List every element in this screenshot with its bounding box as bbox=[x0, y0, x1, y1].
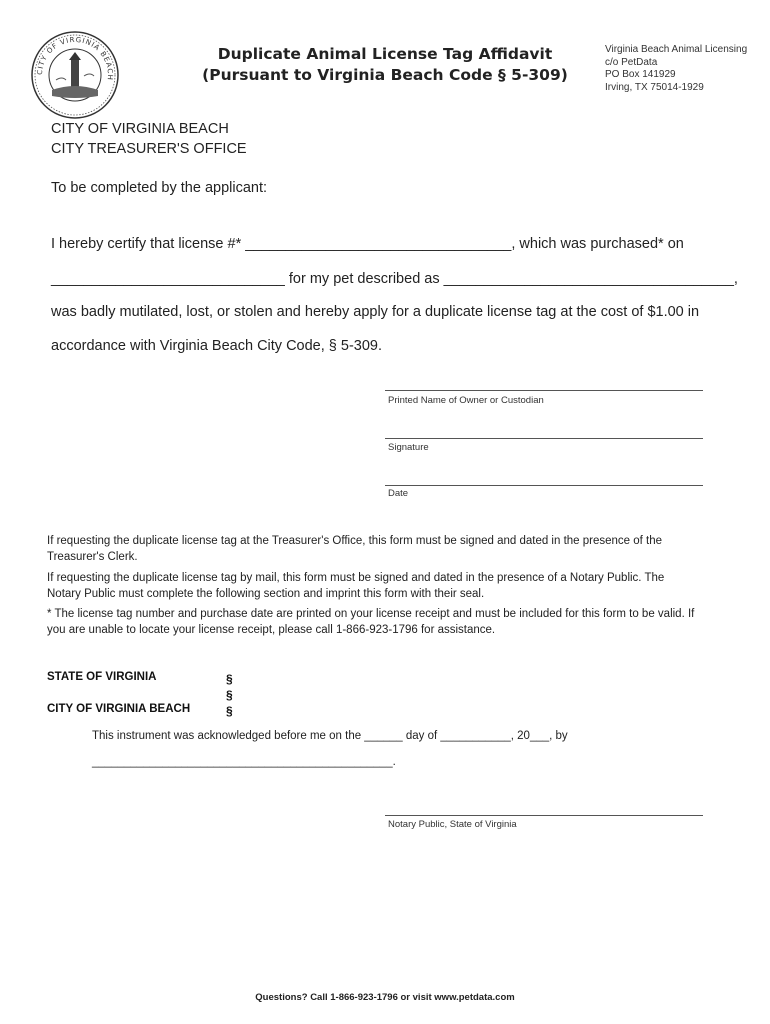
section-mark: § bbox=[226, 672, 233, 686]
title-line-2: (Pursuant to Virginia Beach Code § 5-309) bbox=[202, 66, 568, 84]
section-mark: § bbox=[226, 688, 233, 702]
address-line: PO Box 141929 bbox=[605, 69, 676, 80]
venue-city: CITY OF VIRGINIA BEACH bbox=[47, 703, 191, 715]
printed-name-line[interactable] bbox=[385, 390, 703, 391]
city-seal-icon bbox=[30, 30, 120, 120]
printed-name-label: Printed Name of Owner or Custodian bbox=[388, 395, 544, 406]
section-mark: § bbox=[226, 704, 233, 718]
certification-line-4: accordance with Virginia Beach City Code, § 5-309. bbox=[51, 338, 383, 354]
date-line[interactable] bbox=[385, 485, 703, 486]
address-line: Irving, TX 75014-1929 bbox=[605, 81, 704, 93]
office-city: CITY OF VIRGINIA BEACH bbox=[51, 121, 229, 137]
document-title bbox=[190, 44, 580, 86]
notary-signature-line[interactable] bbox=[385, 815, 703, 816]
signature-label: Signature bbox=[388, 442, 429, 453]
certification-line-1: I hereby certify that license #* _________________________________, which was purchased* on bbox=[51, 236, 684, 252]
date-label: Date bbox=[388, 488, 409, 499]
venue-state: STATE OF VIRGINIA bbox=[47, 671, 157, 683]
address-line: Virginia Beach Animal Licensing bbox=[605, 44, 748, 55]
office-dept: CITY TREASURER'S OFFICE bbox=[51, 141, 247, 157]
issuing-office bbox=[51, 119, 247, 159]
section-marks bbox=[226, 671, 233, 719]
address-line: c/o PetData bbox=[605, 56, 658, 68]
applicant-intro: To be completed by the applicant: bbox=[51, 180, 268, 196]
notary-label: Notary Public, State of Virginia bbox=[388, 819, 517, 830]
treasurer-instructions: If requesting the duplicate license tag at the Treasurer's Office, this form must be signed and dated in the presence of the Treasurer's Clerk. bbox=[47, 535, 663, 563]
mailing-address bbox=[605, 44, 747, 94]
svg-text:CITY OF VIRGINIA BEACH: CITY OF VIRGINIA BEACH bbox=[35, 35, 115, 82]
receipt-note: * The license tag number and purchase date are printed on your license receipt and must be included for this form to be valid. If you are unable to locate your license receipt, please call 1-866-923-1796 for assistance. bbox=[47, 608, 695, 636]
certification-line-2: _____________________________ for my pet described as ____________________________________, bbox=[51, 271, 738, 287]
certification-line-3: was badly mutilated, lost, or stolen and hereby apply for a duplicate license tag at the cost of $1.00 in bbox=[51, 304, 700, 320]
signature-line[interactable] bbox=[385, 438, 703, 439]
footer-contact: Questions? Call 1-866-923-1796 or visit www.petdata.com bbox=[255, 992, 515, 1003]
acknowledgement-line-1: This instrument was acknowledged before me on the ______ day of ___________, 20___, by bbox=[92, 730, 568, 742]
mail-instructions: If requesting the duplicate license tag by mail, this form must be signed and dated in the presence of a Notary Public. The Notary Public must complete the following section and imprint this form with their seal. bbox=[47, 572, 665, 600]
acknowledgement-line-2: _______________________________________________. bbox=[92, 756, 396, 768]
title-line-1: Duplicate Animal License Tag Affidavit bbox=[217, 45, 553, 63]
